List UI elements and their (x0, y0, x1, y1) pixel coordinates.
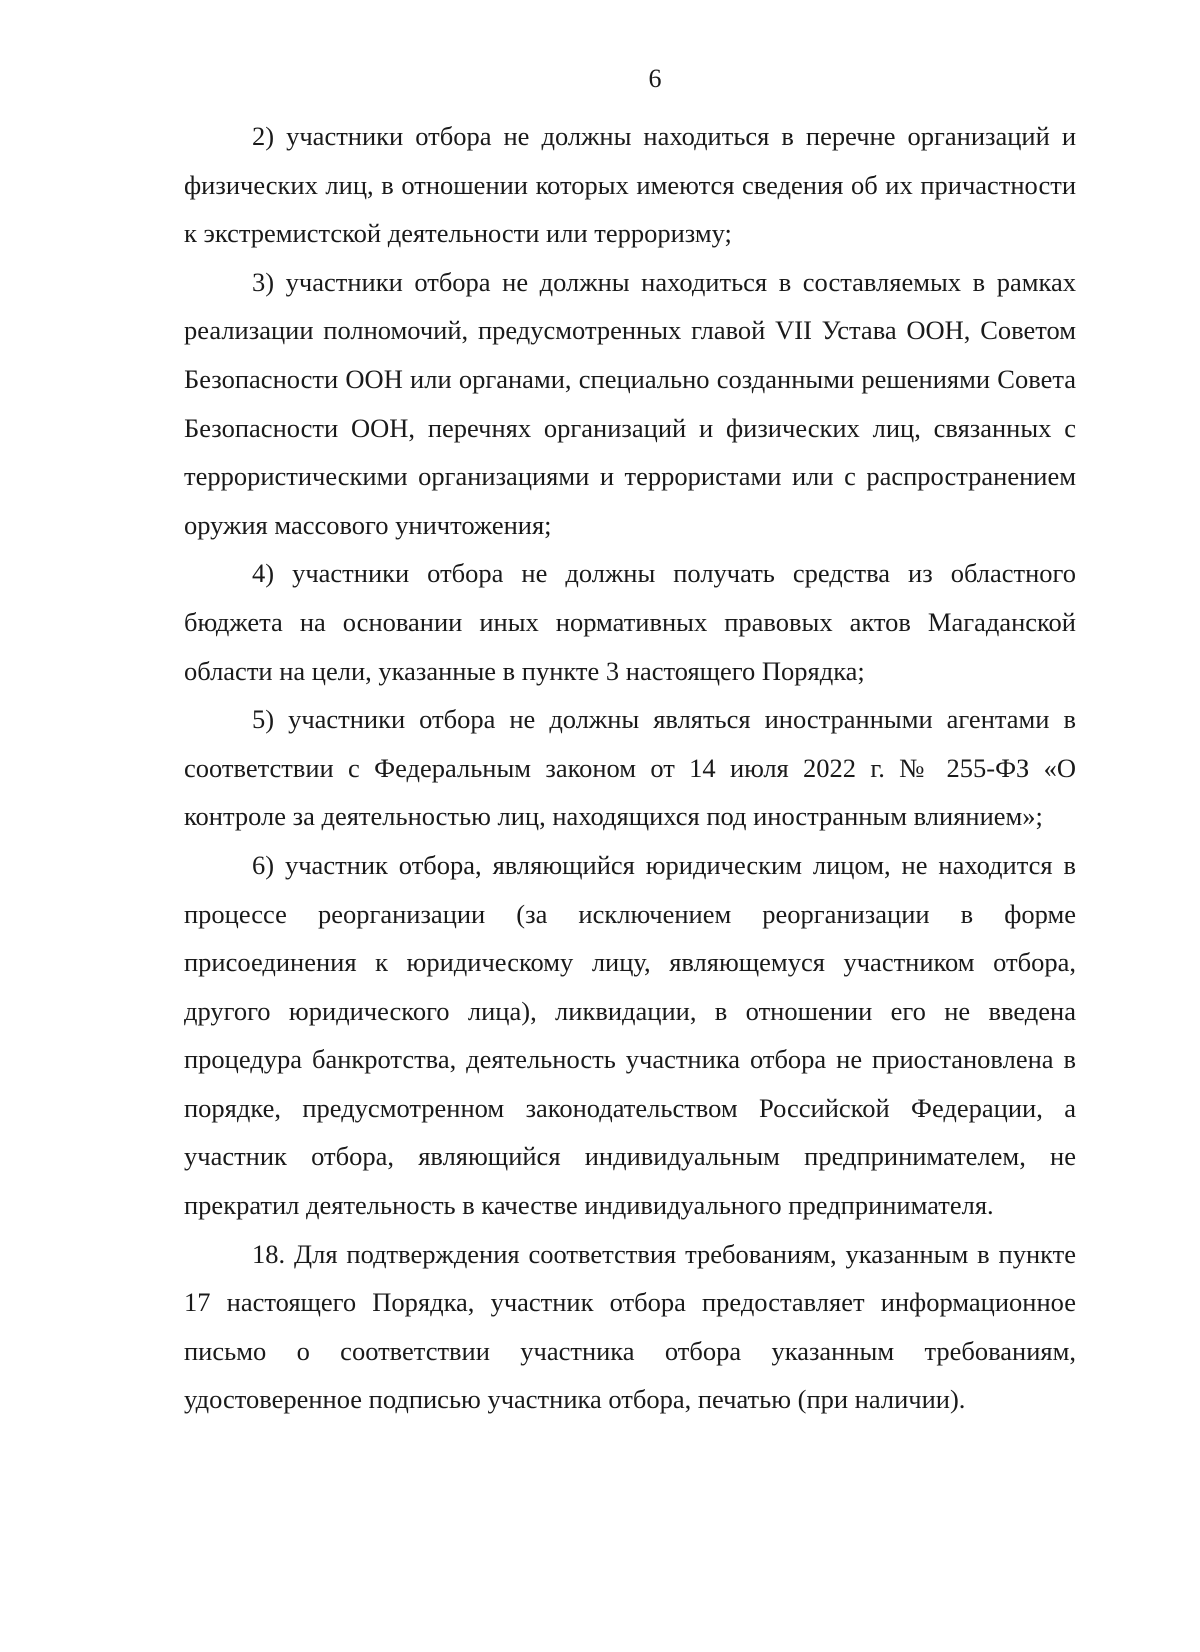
paragraph-item-2: 2) участники отбора не должны находиться в перечне организаций и физических лиц, в отношении которых имеются сведения об их причастности к экстремистской деятельности или терроризму; (184, 121, 1076, 249)
paragraph-item-3: 3) участники отбора не должны находиться в составляемых в рамках реализации полномочий, предусмотренных главой VII Устава ООН, Советом Безопасности ООН или органами, специально созданными решениями Совета Безопасности ООН, перечнях организаций и физических лиц, связанных с террористическими организациями и террористами или с распространением оружия массового уничтожения; (184, 266, 1076, 540)
paragraph-item-6: 6) участник отбора, являющийся юридическим лицом, не находится в процессе реорганизации (за исключением реорганизации в форме присоединения к юридическому лицу, являющемуся участником отбора, другого юридического лица), ликвидации, в отношении его не введена процедура банкротства, деятельность участника отбора не приостановлена в порядке, предусмотренном законодательством Российской Федерации, а участник отбора, являющийся индивидуальным предпринимателем, не прекратил деятельность в качестве индивидуального предпринимателя. (184, 849, 1076, 1221)
paragraph-item-4: 4) участники отбора не должны получать средства из областного бюджета на основании иных нормативных правовых актов Магаданской области на цели, указанные в пункте 3 настоящего Порядка; (184, 558, 1076, 686)
paragraph-clause-18: 18. Для подтверждения соответствия требованиям, указанным в пункте 17 настоящего Порядка, участник отбора предоставляет информационное письмо о соответствии участника отбора указанным требованиям, удостоверенное подписью участника отбора, печатью (при наличии). (184, 1238, 1076, 1415)
page-number: 6 (648, 64, 662, 93)
paragraph-item-5: 5) участники отбора не должны являться иностранными агентами в соответствии с Федеральным законом от 14 июля 2022 г. № 255-ФЗ «О контроле за деятельностью лиц, находящихся под иностранным влиянием»; (184, 704, 1076, 832)
